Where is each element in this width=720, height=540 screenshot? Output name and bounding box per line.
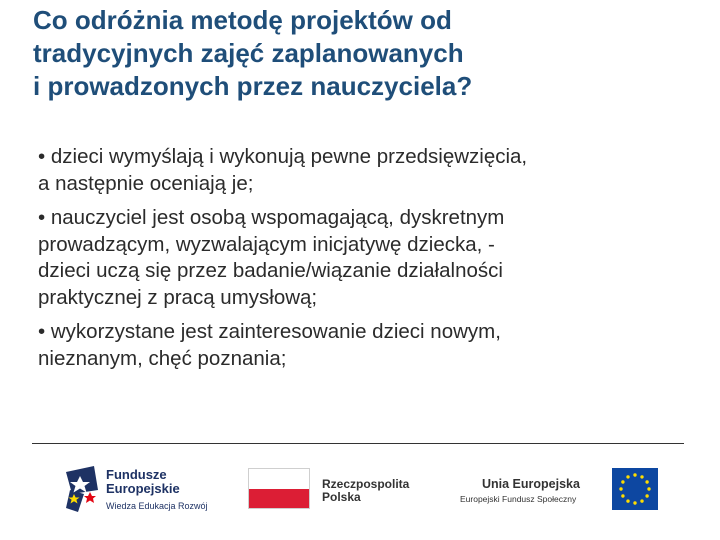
title-line: tradycyjnych zajęć zaplanowanych [33, 38, 464, 68]
eu-name: Unia Europejska [482, 477, 580, 491]
bullet-line: prowadzącym, wyzwalającym inicjatywę dziecka, - [38, 232, 495, 256]
bullet-list [38, 144, 698, 380]
pl-name-line: Rzeczpospolita [322, 477, 410, 491]
pl-name-line: Polska [322, 490, 361, 504]
title-line: i prowadzonych przez nauczyciela? [33, 71, 473, 101]
slide-title [33, 4, 693, 103]
fundusze-europejskie-wordmark [106, 468, 208, 512]
bullet-item [38, 144, 698, 197]
bullet-line: • wykorzystane jest zainteresowanie dzieci nowym, [38, 320, 501, 343]
footer-logos [0, 460, 720, 520]
title-line: Co odróżnia metodę projektów od [33, 5, 452, 35]
fe-name-line: Fundusze [106, 467, 167, 482]
bullet-item [38, 319, 698, 372]
bullet-line: dzieci uczą się przez badanie/wiązanie działalności [38, 259, 503, 282]
bullet-line: nieznanym, chęć poznania; [38, 346, 287, 370]
footer-divider [32, 443, 684, 444]
bullet-item [38, 205, 698, 311]
eu-subtitle: Europejski Fundusz Społeczny [460, 494, 577, 504]
unia-europejska-wordmark [460, 477, 580, 505]
flag-white-band [249, 469, 309, 489]
bullet-line: • nauczyciel jest osobą wspomagającą, dyskretnym [38, 206, 505, 229]
bullet-line: praktycznej z pracą umysłową; [38, 285, 318, 309]
eu-flag-icon [612, 468, 658, 510]
bullet-line: a następnie oceniają je; [38, 171, 254, 195]
fe-name-line: Europejskie [106, 481, 180, 496]
flag-red-band [249, 489, 309, 509]
rzeczpospolita-polska-wordmark [322, 478, 409, 504]
bullet-line: • dzieci wymyślają i wykonują pewne przedsięwzięcia, [38, 145, 528, 168]
fundusze-europejskie-logo-icon [64, 464, 100, 516]
fe-subtitle: Wiedza Edukacja Rozwój [106, 501, 208, 511]
polish-flag-icon [248, 468, 310, 509]
